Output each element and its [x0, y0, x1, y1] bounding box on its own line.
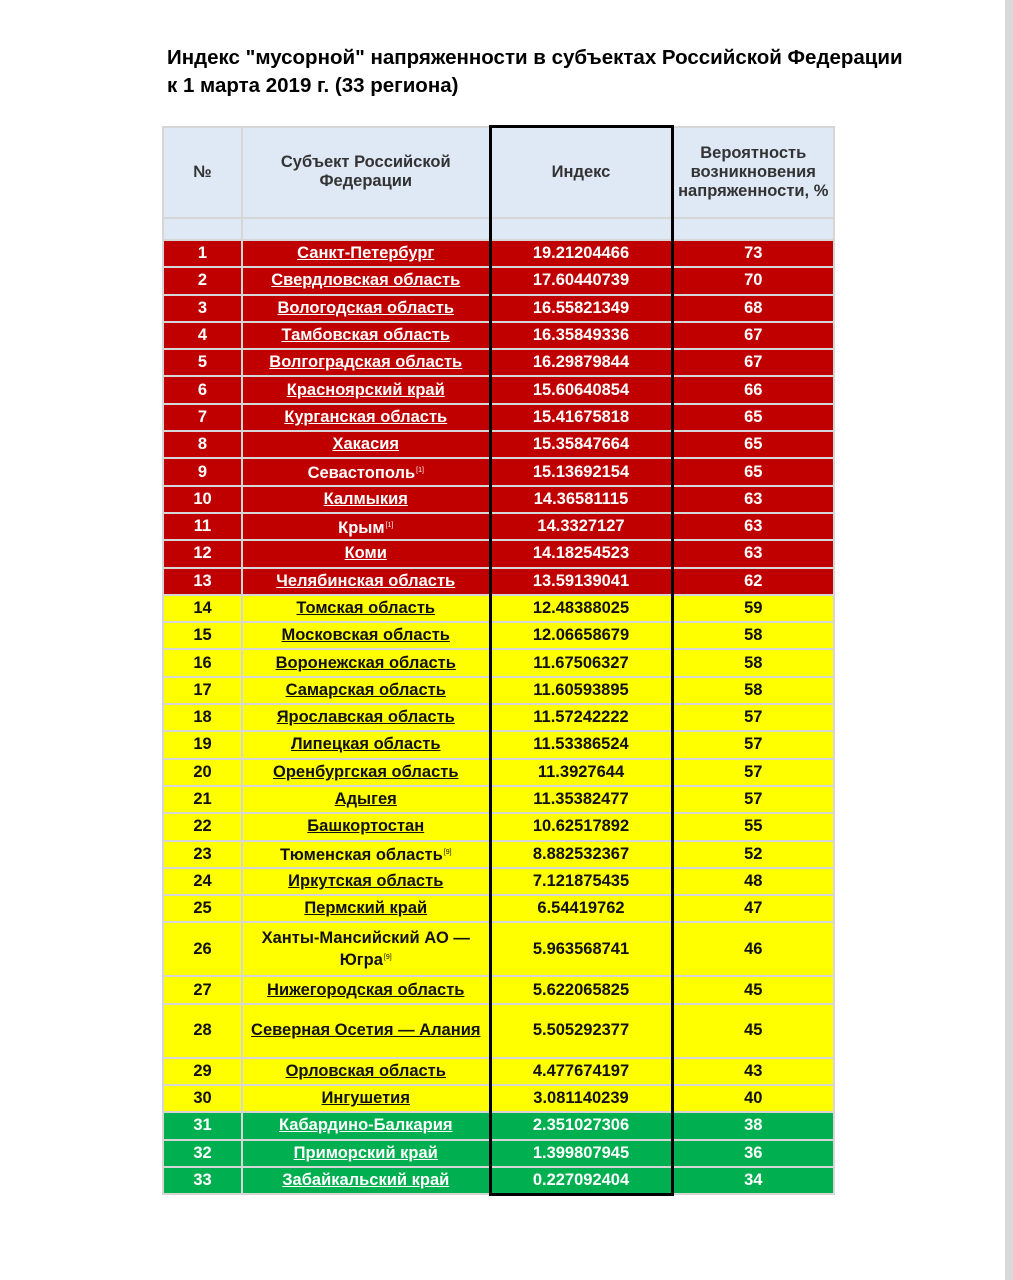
- index-value-cell: 13.59139041: [490, 568, 672, 595]
- probability-value-cell: 40: [672, 1085, 834, 1112]
- subject-link[interactable]: Липецкая область: [290, 735, 441, 754]
- subject-cell: [242, 786, 490, 813]
- table-row: [163, 1085, 834, 1112]
- header-probability: Вероятность возникновения напряженности, %: [672, 127, 834, 219]
- probability-value-cell: 65: [672, 431, 834, 458]
- row-number-cell: 17: [163, 677, 242, 704]
- index-value-cell: 5.963568741: [490, 922, 672, 976]
- footnote-reference[interactable]: [1]: [416, 467, 424, 475]
- probability-value-cell: 57: [672, 731, 834, 758]
- row-number-cell: 21: [163, 786, 242, 813]
- subject-link[interactable]: Оренбургская область: [273, 762, 459, 781]
- row-number-cell: 19: [163, 731, 242, 758]
- probability-value-cell: 65: [672, 458, 834, 485]
- index-value-cell: 15.60640854: [490, 376, 672, 403]
- probability-value-cell: 58: [672, 649, 834, 676]
- index-value-cell: 19.21204466: [490, 240, 672, 267]
- index-value-cell: 8.882532367: [490, 841, 672, 868]
- subject-cell: [242, 759, 490, 786]
- row-number-cell: 31: [163, 1112, 242, 1139]
- row-number-cell: 29: [163, 1058, 242, 1085]
- subject-cell: [242, 376, 490, 403]
- subject-cell: [242, 731, 490, 758]
- subject-cell: [242, 922, 490, 976]
- table-row: [163, 431, 834, 458]
- subject-link[interactable]: Красноярский край: [286, 380, 445, 399]
- header-number: №: [163, 127, 242, 219]
- row-number-cell: 24: [163, 868, 242, 895]
- table-body: [163, 240, 834, 1194]
- index-value-cell: 0.227092404: [490, 1167, 672, 1194]
- table-row: [163, 540, 834, 567]
- table-row: [163, 622, 834, 649]
- subject-cell: [242, 895, 490, 922]
- row-number-cell: 11: [163, 513, 242, 540]
- subject-cell: [242, 1140, 490, 1167]
- table-row: [163, 976, 834, 1003]
- index-value-cell: 5.622065825: [490, 976, 672, 1003]
- page-title: [167, 44, 997, 100]
- index-value-cell: 5.505292377: [490, 1004, 672, 1058]
- subject-cell: [242, 595, 490, 622]
- row-number-cell: 30: [163, 1085, 242, 1112]
- subject-name: Севастополь: [307, 464, 416, 483]
- table-row: [163, 1004, 834, 1058]
- footnote-reference[interactable]: [9]: [443, 849, 452, 857]
- row-number-cell: 14: [163, 595, 242, 622]
- subject-link[interactable]: Пермский край: [304, 899, 428, 918]
- table-row: [163, 1167, 834, 1194]
- table-row: [163, 704, 834, 731]
- table-row: [163, 486, 834, 513]
- table-row: [163, 595, 834, 622]
- subject-link[interactable]: Санкт-Петербург: [297, 244, 435, 263]
- index-value-cell: 3.081140239: [490, 1085, 672, 1112]
- subject-cell: [242, 267, 490, 294]
- index-value-cell: 15.41675818: [490, 404, 672, 431]
- subject-link[interactable]: Вологодская область: [277, 298, 454, 317]
- subject-link[interactable]: Курганская область: [284, 407, 448, 426]
- subject-cell: [242, 486, 490, 513]
- probability-value-cell: 45: [672, 1004, 834, 1058]
- subject-cell: [242, 404, 490, 431]
- subject-cell: [242, 1058, 490, 1085]
- subject-link[interactable]: Нижегородская область: [267, 980, 465, 999]
- index-value-cell: 16.35849336: [490, 322, 672, 349]
- subject-cell: [242, 458, 490, 485]
- probability-value-cell: 46: [672, 922, 834, 976]
- table-row: [163, 922, 834, 976]
- row-number-cell: 8: [163, 431, 242, 458]
- probability-value-cell: 62: [672, 568, 834, 595]
- index-value-cell: 1.399807945: [490, 1140, 672, 1167]
- subject-cell: [242, 540, 490, 567]
- row-number-cell: 32: [163, 1140, 242, 1167]
- index-value-cell: 17.60440739: [490, 267, 672, 294]
- table-row: [163, 1140, 834, 1167]
- row-number-cell: 23: [163, 841, 242, 868]
- probability-value-cell: 67: [672, 349, 834, 376]
- index-value-cell: 10.62517892: [490, 813, 672, 840]
- table-row: [163, 568, 834, 595]
- probability-value-cell: 67: [672, 322, 834, 349]
- subject-name: Крым: [338, 518, 385, 537]
- probability-value-cell: 38: [672, 1112, 834, 1139]
- table-row: [163, 267, 834, 294]
- index-value-cell: 15.35847664: [490, 431, 672, 458]
- index-value-cell: 16.29879844: [490, 349, 672, 376]
- subject-cell: [242, 976, 490, 1003]
- title-line-1: Индекс "мусорной" напряженности в субъектах Российской Федерации: [167, 46, 903, 69]
- probability-value-cell: 57: [672, 786, 834, 813]
- subject-link[interactable]: Башкортостан: [307, 817, 425, 836]
- subject-cell: [242, 1112, 490, 1139]
- subject-link[interactable]: Московская область: [281, 626, 450, 645]
- table-header-spacer-row: [163, 218, 834, 240]
- table-row: [163, 513, 834, 540]
- table-row: [163, 349, 834, 376]
- table-row: [163, 1112, 834, 1139]
- row-number-cell: 25: [163, 895, 242, 922]
- subject-cell: [242, 649, 490, 676]
- subject-link[interactable]: Ярославская область: [276, 708, 455, 727]
- table-row: [163, 1058, 834, 1085]
- subject-link[interactable]: Ингушетия: [321, 1089, 410, 1108]
- header-spacer-cell: [672, 218, 834, 240]
- title-line-2: к 1 марта 2019 г. (33 региона): [167, 74, 459, 97]
- subject-cell: [242, 813, 490, 840]
- subject-link[interactable]: Волгоградская область: [269, 353, 463, 372]
- probability-value-cell: 58: [672, 677, 834, 704]
- subject-cell: [242, 322, 490, 349]
- probability-value-cell: 68: [672, 295, 834, 322]
- index-value-cell: 2.351027306: [490, 1112, 672, 1139]
- subject-link[interactable]: Челябинская область: [276, 571, 456, 590]
- table-row: [163, 786, 834, 813]
- index-value-cell: 14.36581115: [490, 486, 672, 513]
- subject-link[interactable]: Томская область: [296, 599, 436, 617]
- row-number-cell: 15: [163, 622, 242, 649]
- row-number-cell: 10: [163, 486, 242, 513]
- row-number-cell: 9: [163, 458, 242, 485]
- table-row: [163, 240, 834, 267]
- subject-link[interactable]: Воронежская область: [275, 653, 456, 672]
- subject-cell: [242, 431, 490, 458]
- probability-value-cell: 48: [672, 868, 834, 895]
- subject-link[interactable]: Кабардино-Балкария: [279, 1116, 453, 1135]
- probability-value-cell: 47: [672, 895, 834, 922]
- row-number-cell: 27: [163, 976, 242, 1003]
- index-value-cell: 11.35382477: [490, 786, 672, 813]
- subject-cell: [242, 295, 490, 322]
- probability-value-cell: 52: [672, 841, 834, 868]
- probability-value-cell: 65: [672, 404, 834, 431]
- probability-value-cell: 63: [672, 486, 834, 513]
- subject-cell: [242, 704, 490, 731]
- subject-cell: [242, 622, 490, 649]
- subject-name: Тюменская область: [279, 846, 443, 865]
- subject-link[interactable]: Иркутская область: [288, 871, 444, 890]
- row-number-cell: 1: [163, 240, 242, 267]
- probability-value-cell: 63: [672, 513, 834, 540]
- subject-cell: [242, 349, 490, 376]
- subject-link[interactable]: Забайкальский край: [282, 1171, 450, 1190]
- index-value-cell: 12.48388025: [490, 595, 672, 622]
- index-value-cell: 12.06658679: [490, 622, 672, 649]
- index-value-cell: 6.54419762: [490, 895, 672, 922]
- table-row: [163, 404, 834, 431]
- index-value-cell: 16.55821349: [490, 295, 672, 322]
- subject-link[interactable]: Приморский край: [293, 1143, 438, 1162]
- row-number-cell: 7: [163, 404, 242, 431]
- subject-name: Ханты-Мансийский АО — Югра: [261, 928, 470, 969]
- subject-cell: [242, 240, 490, 267]
- index-value-cell: 14.18254523: [490, 540, 672, 567]
- table-row: [163, 295, 834, 322]
- subject-link[interactable]: Хакасия: [332, 435, 400, 454]
- probability-value-cell: 57: [672, 759, 834, 786]
- probability-value-cell: 66: [672, 376, 834, 403]
- index-value-cell: 15.13692154: [490, 458, 672, 485]
- probability-value-cell: 59: [672, 595, 834, 622]
- index-value-cell: 14.3327127: [490, 513, 672, 540]
- row-number-cell: 4: [163, 322, 242, 349]
- subject-link[interactable]: Свердловская область: [271, 271, 461, 290]
- probability-value-cell: 45: [672, 976, 834, 1003]
- footnote-reference[interactable]: [9]: [383, 953, 392, 961]
- table-row: [163, 813, 834, 840]
- row-number-cell: 28: [163, 1004, 242, 1058]
- probability-value-cell: 58: [672, 622, 834, 649]
- probability-value-cell: 55: [672, 813, 834, 840]
- probability-value-cell: 57: [672, 704, 834, 731]
- probability-value-cell: 70: [672, 267, 834, 294]
- table-row: [163, 458, 834, 485]
- subject-cell: [242, 841, 490, 868]
- table-row: [163, 868, 834, 895]
- header-spacer-cell: [242, 218, 490, 240]
- index-value-cell: 11.60593895: [490, 677, 672, 704]
- row-number-cell: 3: [163, 295, 242, 322]
- table-row: [163, 841, 834, 868]
- probability-value-cell: 36: [672, 1140, 834, 1167]
- subject-cell: [242, 1085, 490, 1112]
- row-number-cell: 22: [163, 813, 242, 840]
- subject-cell: [242, 1167, 490, 1194]
- index-value-cell: 11.57242222: [490, 704, 672, 731]
- row-number-cell: 13: [163, 568, 242, 595]
- subject-cell: [242, 868, 490, 895]
- row-number-cell: 20: [163, 759, 242, 786]
- index-value-cell: 7.121875435: [490, 868, 672, 895]
- subject-link[interactable]: Адыгея: [334, 790, 397, 809]
- subject-cell: [242, 1004, 490, 1058]
- probability-value-cell: 43: [672, 1058, 834, 1085]
- row-number-cell: 26: [163, 922, 242, 976]
- probability-value-cell: 63: [672, 540, 834, 567]
- subject-link[interactable]: Северная Осетия — Алания: [251, 1021, 481, 1040]
- row-number-cell: 18: [163, 704, 242, 731]
- index-table: [162, 125, 835, 1196]
- row-number-cell: 6: [163, 376, 242, 403]
- subject-link[interactable]: Калмыкия: [323, 489, 408, 508]
- table-row: [163, 376, 834, 403]
- table-row: [163, 649, 834, 676]
- subject-link[interactable]: Коми: [344, 544, 387, 563]
- index-value-cell: 11.53386524: [490, 731, 672, 758]
- table-row: [163, 759, 834, 786]
- subject-link[interactable]: Тамбовская область: [281, 326, 451, 345]
- row-number-cell: 12: [163, 540, 242, 567]
- index-value-cell: 11.67506327: [490, 649, 672, 676]
- table-row: [163, 895, 834, 922]
- table-header-row: [163, 127, 834, 219]
- index-value-cell: 11.3927644: [490, 759, 672, 786]
- subject-cell: [242, 568, 490, 595]
- subject-link[interactable]: Орловская область: [285, 1061, 446, 1080]
- footnote-reference[interactable]: [1]: [385, 521, 394, 529]
- table-row: [163, 322, 834, 349]
- header-subject: Субъект Российской Федерации: [242, 127, 490, 219]
- table-row: [163, 731, 834, 758]
- table-row: [163, 677, 834, 704]
- subject-cell: [242, 677, 490, 704]
- header-spacer-cell: [490, 218, 672, 240]
- probability-value-cell: 34: [672, 1167, 834, 1194]
- header-index: Индекс: [490, 127, 672, 219]
- header-spacer-cell: [163, 218, 242, 240]
- row-number-cell: 5: [163, 349, 242, 376]
- probability-value-cell: 73: [672, 240, 834, 267]
- subject-cell: [242, 513, 490, 540]
- row-number-cell: 2: [163, 267, 242, 294]
- row-number-cell: 33: [163, 1167, 242, 1194]
- row-number-cell: 16: [163, 649, 242, 676]
- subject-link[interactable]: Самарская область: [285, 680, 446, 699]
- index-value-cell: 4.477674197: [490, 1058, 672, 1085]
